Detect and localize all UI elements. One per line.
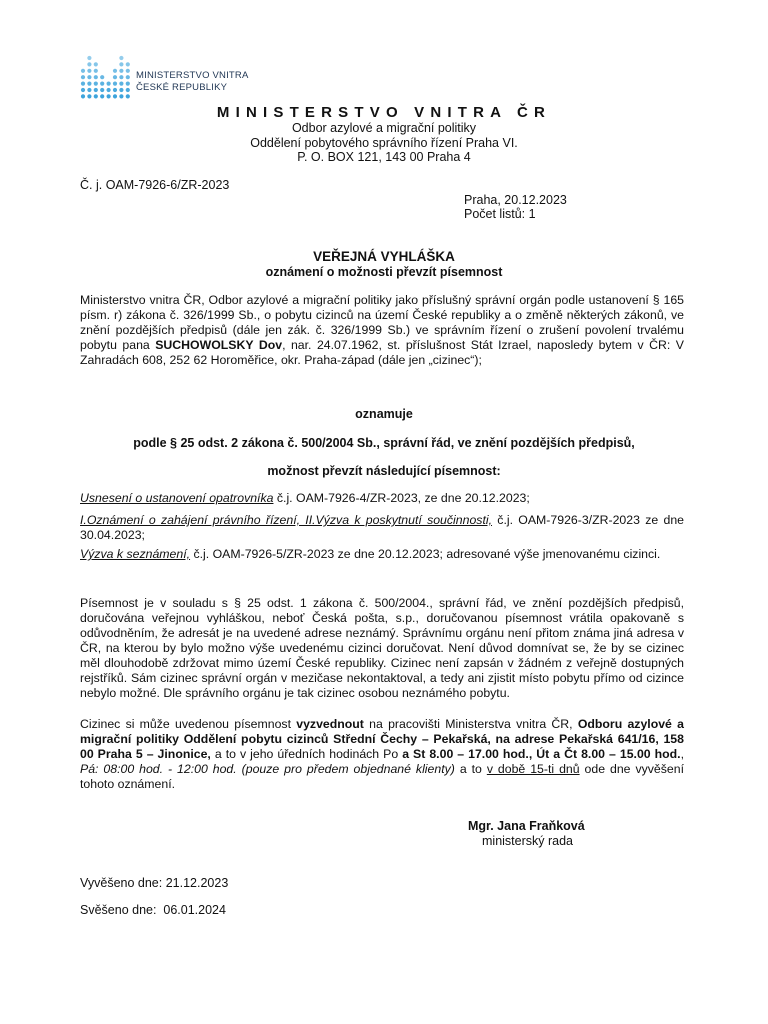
document-item — [80, 513, 684, 543]
friday-hours: Pá: 08:00 hod. - 12:00 hod. (pouze pro předem objednané klienty) — [80, 762, 455, 776]
logo-dot — [107, 94, 111, 98]
logo-dot — [100, 88, 104, 92]
document-item-title: Usnesení o ustanovení opatrovníka — [80, 491, 274, 505]
document-item-ref: č.j. OAM-7926-3/ZR-2023 ze dne 30.04.2023; — [80, 513, 684, 542]
announce-heading: oznamuje — [355, 407, 413, 421]
logo-dot — [87, 62, 91, 66]
page-count: Počet listů: 1 — [464, 207, 536, 221]
place-date: Praha, 20.12.2023 — [464, 193, 567, 207]
logo-dot — [113, 69, 117, 73]
logo-dot — [87, 94, 91, 98]
department-line-1: Odbor azylové a migrační politiky — [291, 121, 477, 135]
office-hours: a St 8.00 – 17.00 hod., Út a Čt 8.00 – 15.00 hod. — [402, 747, 681, 761]
document-subtitle: oznámení o možnosti převzít písemnost — [265, 265, 503, 279]
documents-heading: možnost převzít následující písemnost: — [267, 464, 501, 478]
removed-date: Svěšeno dne: 06.01.2024 — [80, 903, 226, 917]
logo-dot — [119, 94, 123, 98]
document-item — [80, 547, 684, 562]
logo-dot — [81, 75, 85, 79]
ministry-logo — [80, 52, 280, 108]
logo-dot — [81, 94, 85, 98]
logo-dots-icon — [80, 52, 132, 104]
document-item-ref: č.j. OAM-7926-5/ZR-2023 ze dne 20.12.2023; adresované výše jmenovanému cizinci. — [190, 547, 661, 561]
pickup-text: ode dne vyvěšení tohoto oznámení. — [80, 762, 684, 791]
logo-text-line1: MINISTERSTVO VNITRA — [136, 70, 249, 81]
logo-dot — [87, 56, 91, 60]
logo-dot — [113, 82, 117, 86]
logo-dot — [119, 56, 123, 60]
logo-dot — [94, 69, 98, 73]
logo-dot — [126, 75, 130, 79]
reference-number: Č. j. OAM-7926-6/ZR-2023 — [80, 178, 230, 192]
logo-text-line2: ČESKÉ REPUBLIKY — [136, 82, 228, 93]
reason-paragraph: Písemnost je v souladu s § 25 odst. 1 zákona č. 500/2004., správní řád, ve znění pozdějších předpisů, doručována veřejnou vyhláškou, neboť Česká pošta, s.p., doručovanou písemnost vrátila opakovaně s odůvodněním, že adresát je na uvedené adrese neznámý. Správnímu orgánu není přitom známa jiná adresa v ČR, na kterou by bylo možno výše uvedenému cizinci doručovat. Není důvod domnívat se, že by se cizinec měl dlouhodobě zdržovat mimo území České republiky. Cizinec není zapsán v žádném z veřejně dostupných rejstříků. Sám cizinec správní orgán v mezičase nekontaktoval, a tedy ani zjistit místo pobytu přímo od cizince nebylo možné. Dle správního orgánu je tak cizinec osobou neznámého pobytu. — [80, 596, 684, 700]
logo-dot — [119, 82, 123, 86]
logo-dot — [126, 82, 130, 86]
intro-text-1: Ministerstvo vnitra ČR, Odbor azylové a migrační politiky jako příslušný správní orgán podle ustanovení § 165 písm. r) zákona č. 326/1999 Sb., o pobytu cizinců na území České republiky a o změně některých zákonů, ve znění pozdějších předpisů (dále jen zák. č. 326/1999 Sb.) ve správním řízení o zrušení povolení trvalému pobytu pana — [80, 293, 684, 352]
logo-dot — [126, 62, 130, 66]
department-line-2: Oddělení pobytového správního řízení Praha VI. — [250, 136, 518, 150]
ministry-name: MINISTERSTVO VNITRA ČR — [216, 104, 552, 121]
logo-dot — [107, 88, 111, 92]
pickup-text: a to v jeho úředních hodinách Po — [210, 747, 403, 761]
pickup-text: , — [680, 747, 685, 761]
logo-dot — [87, 88, 91, 92]
intro-text-2: , nar. 24.07.1962, st. příslušnost Stát Izrael, naposledy bytem v ČR: V Zahradách 608, 252 62 Horoměřice, okr. Praha-západ (dále jen „cizinec“); — [80, 338, 684, 367]
pickup-paragraph — [80, 717, 684, 792]
logo-dot — [119, 88, 123, 92]
logo-dot — [87, 69, 91, 73]
pickup-text: Cizinec si může uvedenou písemnost — [80, 717, 297, 731]
logo-dot — [87, 75, 91, 79]
logo-dot — [94, 75, 98, 79]
logo-dot — [119, 69, 123, 73]
logo-dot — [94, 82, 98, 86]
logo-dot — [81, 69, 85, 73]
logo-dot — [126, 88, 130, 92]
document-item-title: I.Oznámení o zahájení právního řízení, II.Výzva k poskytnutí součinnosti, — [80, 513, 493, 527]
person-name: SUCHOWOLSKY Dov — [155, 338, 283, 352]
legal-basis: podle § 25 odst. 2 zákona č. 500/2004 Sb., správní řád, ve znění pozdějších předpisů, — [133, 436, 635, 450]
logo-dot — [113, 88, 117, 92]
logo-dot — [81, 82, 85, 86]
logo-dot — [94, 94, 98, 98]
pickup-text: na pracovišti Ministerstva vnitra ČR, — [363, 717, 578, 731]
pickup-action: vyzvednout — [296, 717, 364, 731]
postal-address: P. O. BOX 121, 143 00 Praha 4 — [297, 150, 471, 164]
logo-dot — [100, 94, 104, 98]
document-item-title: Výzva k seznámení, — [80, 547, 191, 561]
pickup-office: Odboru azylové a migrační politiky Oddělení pobytu cizinců Střední Čechy – Pekařská, na adrese Pekařská 641/16, 158 00 Praha 5 – Jinonice, — [80, 717, 684, 761]
logo-dot — [81, 88, 85, 92]
logo-text — [136, 70, 249, 94]
logo-dot — [126, 69, 130, 73]
signatory-name: Mgr. Jana Fraňková — [468, 819, 585, 833]
logo-dot — [113, 94, 117, 98]
document-title: VEŘEJNÁ VYHLÁŠKA — [313, 249, 455, 264]
logo-dot — [119, 62, 123, 66]
logo-dot — [94, 88, 98, 92]
pickup-text: a to — [454, 762, 487, 776]
logo-dot — [100, 82, 104, 86]
logo-dot — [100, 75, 104, 79]
document-item — [80, 491, 684, 506]
intro-paragraph — [80, 293, 684, 368]
logo-dot — [87, 82, 91, 86]
pickup-deadline: v době 15-ti dnů — [486, 762, 580, 776]
posted-date: Vyvěšeno dne: 21.12.2023 — [80, 876, 229, 890]
logo-dot — [126, 94, 130, 98]
document-item-ref: č.j. OAM-7926-4/ZR-2023, ze dne 20.12.2023; — [273, 491, 530, 505]
logo-dot — [113, 75, 117, 79]
logo-dot — [94, 62, 98, 66]
signatory-role: ministerský rada — [482, 834, 573, 848]
logo-dot — [119, 75, 123, 79]
logo-dot — [107, 82, 111, 86]
